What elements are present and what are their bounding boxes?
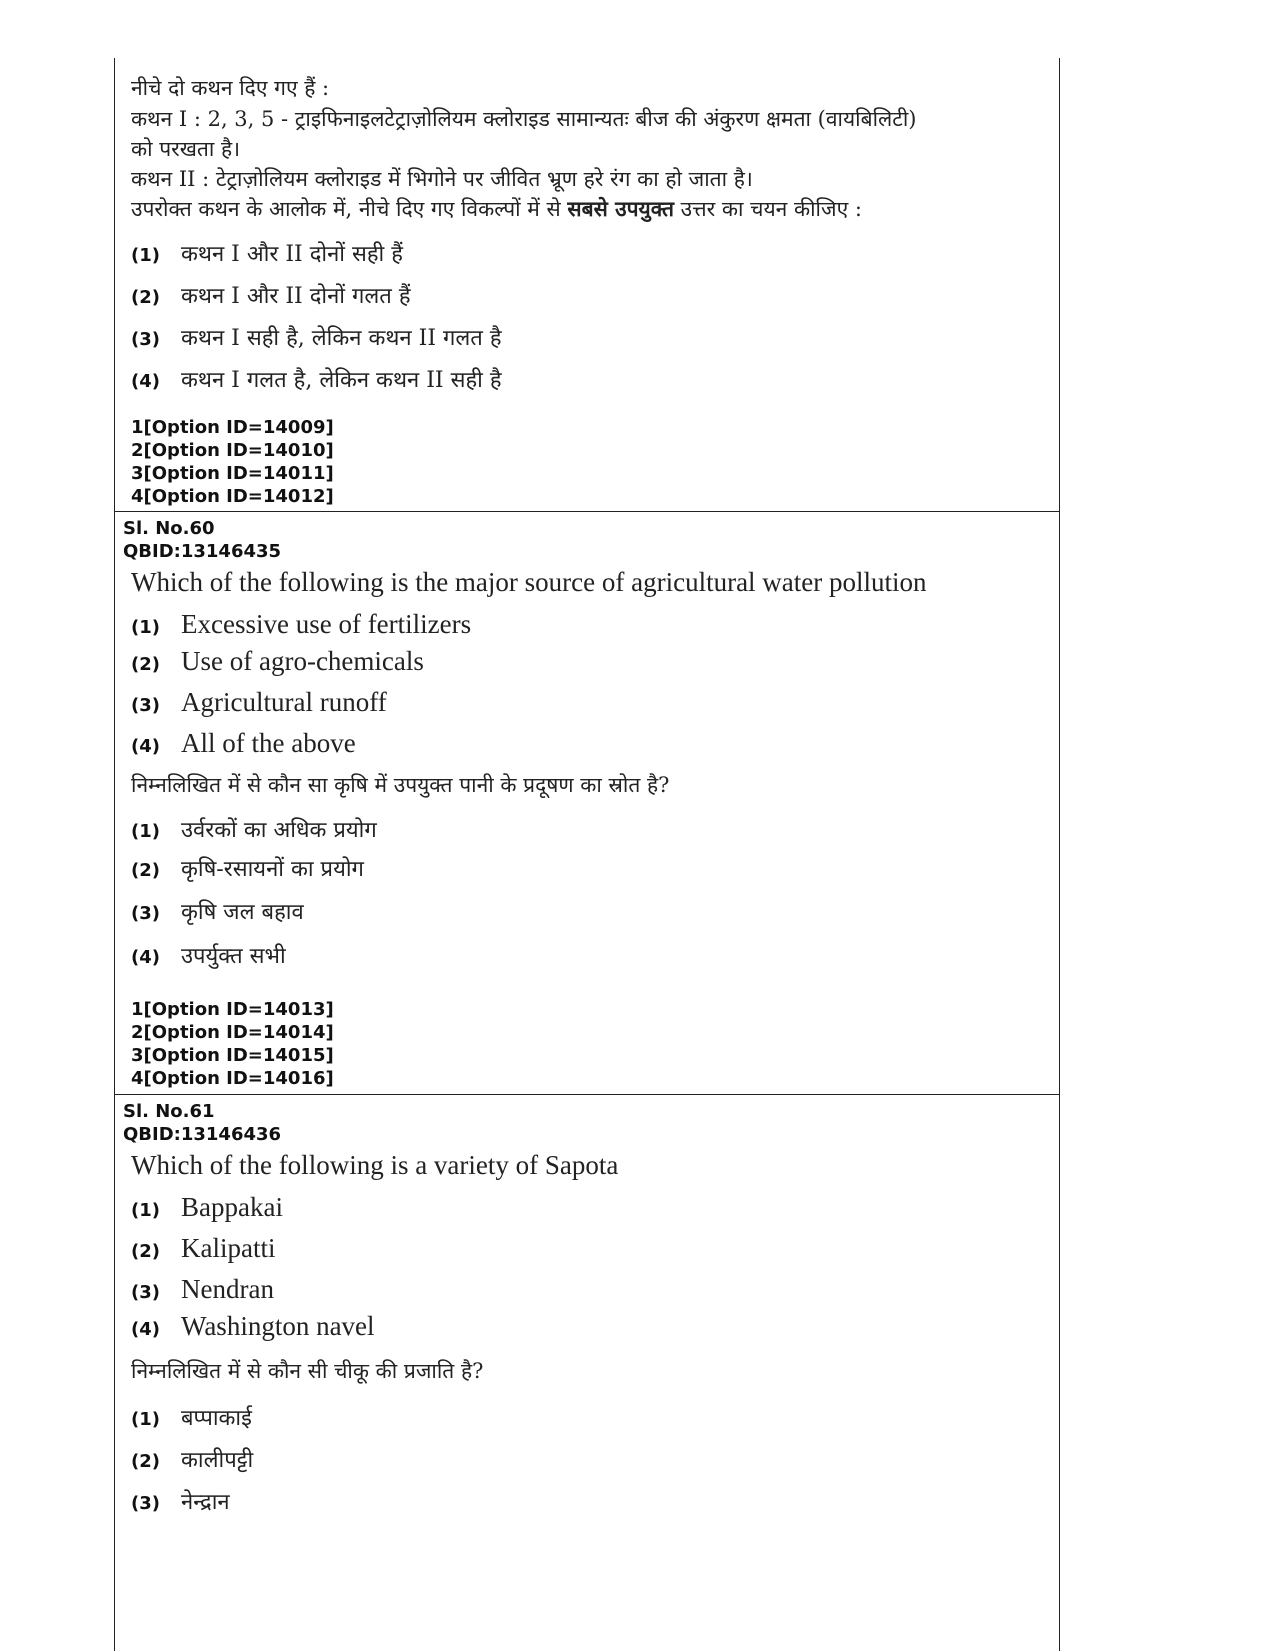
option-text: Washington navel [181, 1311, 375, 1341]
option-1 [131, 238, 403, 268]
option-number: (3) [131, 695, 160, 716]
option-number: (4) [131, 371, 160, 392]
option-text: उपर्युक्त सभी [181, 944, 286, 969]
question-paper-frame [114, 58, 1060, 1651]
option-1-en [131, 609, 471, 640]
option-text: Use of agro-chemicals [181, 646, 424, 676]
option-text: बप्पाकाई [181, 1406, 252, 1431]
option-2-en [131, 1233, 275, 1264]
option-text: Bappakai [181, 1192, 283, 1222]
option-text: कथन I सही है, लेकिन कथन II गलत है [181, 326, 502, 351]
option-number: (2) [131, 287, 160, 308]
option-3-en [131, 687, 387, 718]
statement-2: कथन II : टेट्राज़ोलियम क्लोराइड में भिगोने पर जीवित भ्रूण हरे रंग का हो जाता है। [131, 167, 753, 191]
instruction-pre: उपरोक्त कथन के आलोक में, नीचे दिए गए विकल्पों में से [131, 197, 568, 221]
option-text: Kalipatti [181, 1233, 276, 1263]
option-text: Nendran [181, 1274, 274, 1304]
serial-number: Sl. No.60 [123, 518, 215, 539]
option-number: (2) [131, 860, 160, 881]
option-number: (4) [131, 1319, 160, 1340]
option-text: कथन I गलत है, लेकिन कथन II सही है [181, 368, 502, 393]
question-text-hi: निम्नलिखित में से कौन सा कृषि में उपयुक्त पानी के प्रदूषण का स्रोत है? [131, 773, 670, 797]
statement-intro: नीचे दो कथन दिए गए हैं : [131, 76, 330, 100]
option-2-hi [131, 1444, 253, 1474]
serial-number: Sl. No.61 [123, 1101, 215, 1122]
option-text: Excessive use of fertilizers [181, 609, 472, 639]
option-number: (1) [131, 1200, 160, 1221]
option-3-hi [131, 896, 304, 926]
question-text-hi: निम्नलिखित में से कौन सी चीकू की प्रजाति है? [131, 1359, 484, 1383]
option-text: कथन I और II दोनों सही हैं [181, 242, 403, 267]
question-bank-id: QBID:13146435 [123, 541, 282, 562]
option-number: (1) [131, 617, 160, 638]
option-text: कथन I और II दोनों गलत हैं [181, 284, 411, 309]
option-number: (2) [131, 1451, 160, 1472]
option-4 [131, 364, 502, 394]
option-number: (1) [131, 821, 160, 842]
option-id: 2[Option ID=14010] [131, 440, 334, 461]
option-id: 1[Option ID=14009] [131, 417, 334, 438]
option-4-en [131, 1311, 375, 1342]
statement-1-cont: को परखता है। [131, 137, 241, 161]
option-2-en [131, 646, 424, 677]
option-2 [131, 280, 411, 310]
option-id: 2[Option ID=14014] [131, 1022, 334, 1043]
option-text: All of the above [181, 728, 356, 758]
option-number: (3) [131, 1282, 160, 1303]
option-number: (3) [131, 329, 160, 350]
option-1-en [131, 1192, 283, 1223]
option-number: (2) [131, 654, 160, 675]
option-3 [131, 322, 502, 352]
instruction [131, 195, 1049, 223]
option-1-hi [131, 814, 377, 844]
option-id: 3[Option ID=14011] [131, 463, 334, 484]
option-number: (2) [131, 1241, 160, 1262]
option-3-en [131, 1274, 274, 1305]
statement-1: कथन I : 2, 3, 5 - ट्राइफिनाइलटेट्राज़ोलियम क्लोराइड सामान्यतः बीज की अंकुरण क्षमता (वायबिलिटी) [131, 107, 917, 131]
option-ids [131, 416, 334, 508]
instruction-bold: सबसे उपयुक्त [567, 196, 674, 221]
option-number: (3) [131, 903, 160, 924]
option-4-hi [131, 940, 286, 970]
question-bank-id: QBID:13146436 [123, 1124, 282, 1145]
section-divider [115, 511, 1059, 512]
question-text-en: Which of the following is the major source of agricultural water pollution [131, 567, 927, 597]
option-number: (3) [131, 1493, 160, 1514]
instruction-post: उत्तर का चयन कीजिए : [673, 197, 862, 221]
option-id: 3[Option ID=14015] [131, 1045, 334, 1066]
option-id: 1[Option ID=14013] [131, 999, 334, 1020]
option-number: (4) [131, 947, 160, 968]
option-number: (4) [131, 736, 160, 757]
option-text: उर्वरकों का अधिक प्रयोग [181, 818, 377, 843]
section-divider [115, 1094, 1059, 1095]
option-3-hi [131, 1486, 230, 1516]
option-1-hi [131, 1402, 252, 1432]
question-text-en: Which of the following is a variety of Sapota [131, 1150, 619, 1180]
option-text: कालीपट्टी [181, 1448, 254, 1473]
option-ids [131, 998, 334, 1090]
option-text: कृषि जल बहाव [181, 900, 304, 925]
option-text: नेन्द्रान [181, 1490, 230, 1515]
option-4-en [131, 728, 356, 759]
option-2-hi [131, 853, 364, 883]
option-id: 4[Option ID=14012] [131, 486, 334, 507]
option-id: 4[Option ID=14016] [131, 1068, 334, 1089]
option-number: (1) [131, 1409, 160, 1430]
option-text: कृषि-रसायनों का प्रयोग [181, 857, 364, 882]
option-text: Agricultural runoff [181, 687, 387, 717]
option-number: (1) [131, 245, 160, 266]
